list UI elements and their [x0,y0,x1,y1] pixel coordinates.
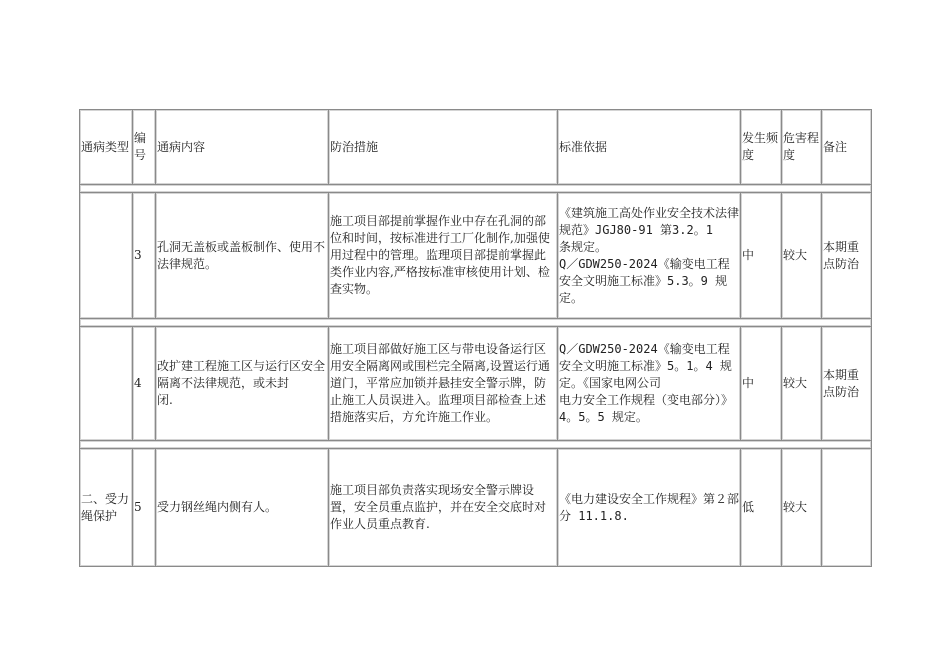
prevention-measures-cell: 施工项目部负责落实现场安全警示牌设置，安全员重点监护，并在安全交底时对作业人员重点教育. [329,449,558,567]
number-cell: 3 [133,193,156,319]
standard-basis-cell: 《建筑施工高处作业安全技术法律规范》JGJ80-91 第3.2。1 条规定。 Q／GDW250-2024《输变电工程安全文明施工标准》5.3。9 规定。 [558,193,741,319]
table-row [80,327,872,441]
harm-level-cell: 较大 [782,449,822,567]
frequency-cell: 中 [741,327,782,441]
frequency-cell: 低 [741,449,782,567]
defect-prevention-table [79,109,872,567]
header-defect-type: 通病类型 [80,110,133,185]
defect-content-cell: 孔洞无盖板或盖板制作、使用不法律规范。 [156,193,329,319]
table-row [80,193,872,319]
prevention-measures-cell: 施工项目部做好施工区与带电设备运行区用安全隔离网或围栏完全隔离,设置运行通道门，平常应加锁并悬挂安全警示牌，防止施工人员误进入。监理项目部检查上述措施落实后，方允许施工作业。 [329,327,558,441]
header-remarks: 备注 [822,110,872,185]
number-cell: 5 [133,449,156,567]
defect-type-cell: 二、受力绳保护 [80,449,133,567]
table-header-row [80,110,872,185]
header-defect-content: 通病内容 [156,110,329,185]
header-frequency: 发生频度 [741,110,782,185]
remarks-cell: 本期重点防治 [822,193,872,319]
standard-basis-cell: 《电力建设安全工作规程》第２部分 11.1.8. [558,449,741,567]
defect-type-cell [80,327,133,441]
defect-content-cell: 改扩建工程施工区与运行区安全隔离不法律规范，或未封 闭. [156,327,329,441]
header-prevention-measures: 防治措施 [329,110,558,185]
remarks-cell: 本期重点防治 [822,327,872,441]
defect-type-cell [80,193,133,319]
frequency-cell: 中 [741,193,782,319]
header-standard-basis: 标准依据 [558,110,741,185]
harm-level-cell: 较大 [782,193,822,319]
number-cell: 4 [133,327,156,441]
standard-basis-cell: Q／GDW250-2024《输变电工程安全文明施工标准》5。1。4 规定。《国家电网公司 电力安全工作规程（变电部分）》4。5。5 规定。 [558,327,741,441]
header-number: 编号 [133,110,156,185]
table-row [80,449,872,567]
defect-content-cell: 受力钢丝绳内侧有人。 [156,449,329,567]
prevention-measures-cell: 施工项目部提前掌握作业中存在孔洞的部位和时间，按标准进行工厂化制作,加强使用过程中的管理。监理项目部提前掌握此类作业内容,严格按标准审核使用计划、检查实物。 [329,193,558,319]
header-harm-level: 危害程度 [782,110,822,185]
harm-level-cell: 较大 [782,327,822,441]
remarks-cell [822,449,872,567]
